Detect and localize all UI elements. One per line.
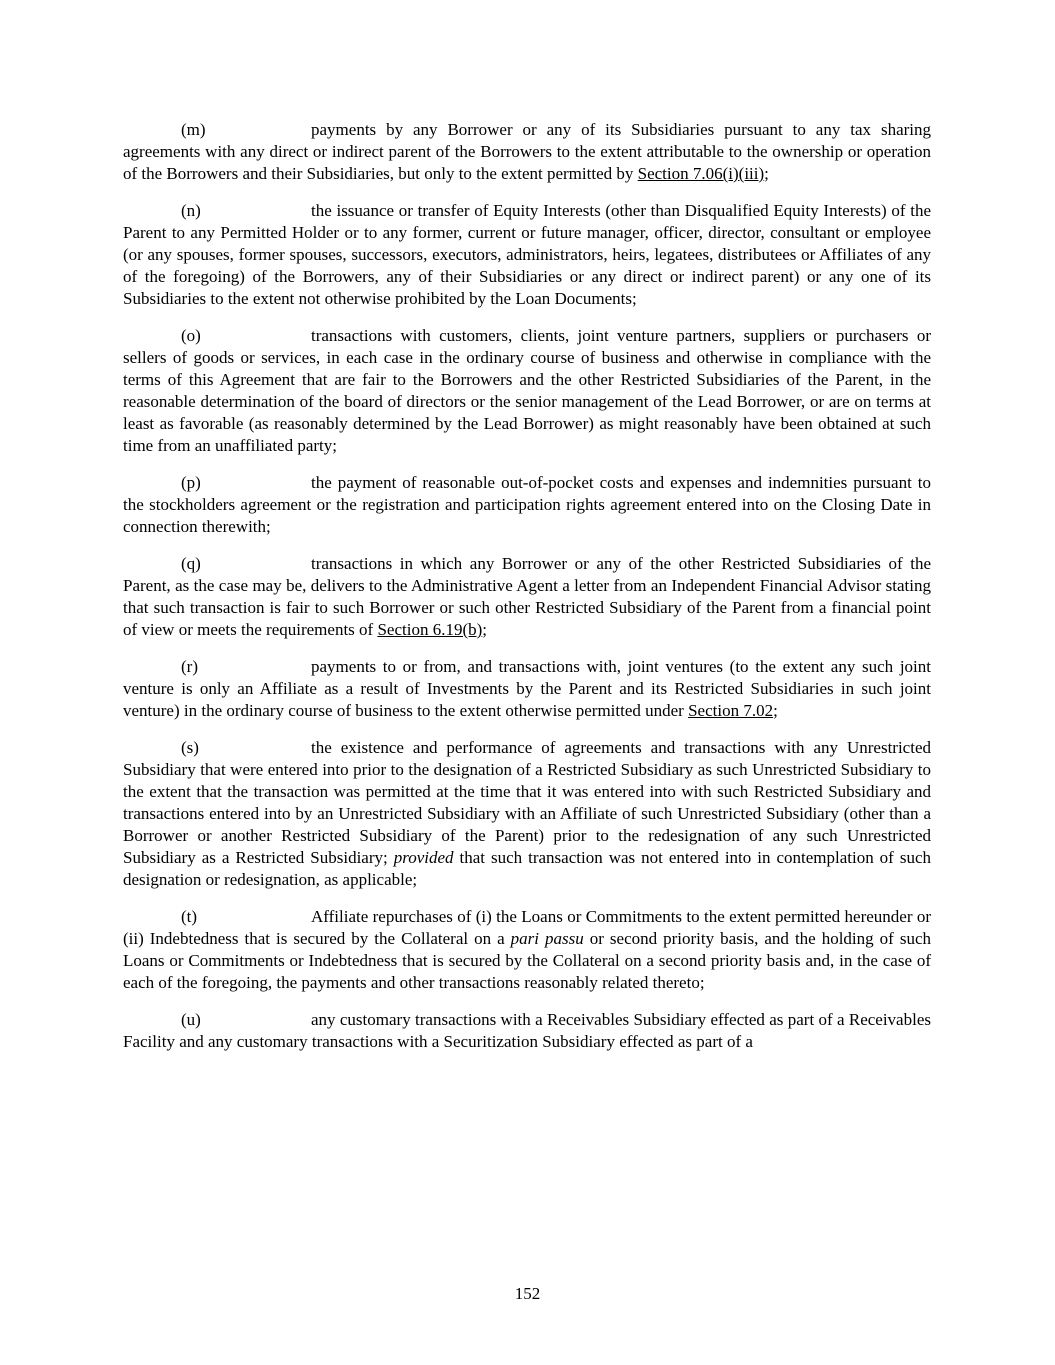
paragraph-label: (q) (181, 554, 201, 573)
text-segment: or second priority basis, and the holding of such Loans or Commitments or Indebtedness that is secured by the Collateral on a second priority basis and, in the case of each of the foregoing, the payments and other transactions reasonably related thereto; (123, 929, 931, 992)
text-segment: transactions with customers, clients, joint venture partners, suppliers or purchasers or sellers of goods or services, in each case in the ordinary course of business and otherwise in compliance with the terms of this Agreement that are fair to the Borrowers and the other Restricted Subsidiaries of the Parent, in the reasonable determination of the board of directors or the senior management of the Lead Borrower, or are on terms at least as favorable (as reasonably determined by the Lead Borrower) as might reasonably have been obtained at such time from an unaffiliated party; (123, 326, 931, 455)
paragraph-u (123, 1009, 931, 1053)
paragraph-label: (s) (181, 738, 199, 757)
paragraph-r (123, 656, 931, 722)
paragraph-q (123, 553, 931, 641)
paragraph-t (123, 906, 931, 994)
section-reference: Section 7.06(i)(iii) (637, 164, 765, 183)
text-segment: payments to or from, and transactions with, joint ventures (to the extent any such joint venture is only an Affiliate as a result of Investments by the Parent and its Restricted Subsidiaries in such joint venture) in the ordinary course of business to the extent otherwise permitted under (123, 657, 931, 720)
paragraph-s (123, 737, 931, 891)
document-body (123, 119, 931, 1068)
paragraph-m (123, 119, 931, 185)
text-segment: the issuance or transfer of Equity Interests (other than Disqualified Equity Interests) of the Parent to any Permitted Holder or to any former, current or future manager, officer, director, consultant or employee (or any spouses, former spouses, successors, executors, administrators, heirs, legatees, distributees or Affiliates of any of the foregoing) of the Borrowers, any of their Subsidiaries or any direct or indirect parent) or any one of its Subsidiaries to the extent not otherwise prohibited by the Loan Documents; (123, 201, 931, 308)
text-segment: ; (482, 620, 488, 639)
text-segment: transactions in which any Borrower or any of the other Restricted Subsidiaries of the Parent, as the case may be, delivers to the Administrative Agent a letter from an Independent Financial Advisor stating that such transaction is fair to such Borrower or such other Restricted Subsidiary of the Parent from a financial point of view or meets the requirements of (123, 554, 931, 639)
paragraph-n (123, 200, 931, 310)
defined-term-emphasis: provided (393, 848, 454, 867)
section-reference: Section 7.02 (688, 701, 774, 720)
page-number: 152 (514, 1284, 541, 1303)
section-reference: Section 6.19(b) (377, 620, 483, 639)
paragraph-label: (t) (181, 907, 198, 926)
paragraph-o (123, 325, 931, 457)
paragraph-label: (n) (181, 201, 201, 220)
paragraph-p (123, 472, 931, 538)
paragraph-label: (m) (181, 120, 206, 139)
paragraph-label: (o) (181, 326, 201, 345)
text-segment: ; (773, 701, 778, 720)
paragraph-label: (p) (181, 473, 201, 492)
text-segment: ; (764, 164, 769, 183)
text-segment: payments by any Borrower or any of its Subsidiaries pursuant to any tax sharing agreements with any direct or indirect parent of the Borrowers to the extent attributable to the ownership or operation of the Borrowers and their Subsidiaries, but only to the extent permitted by (123, 120, 931, 183)
text-segment: any customary transactions with a Receivables Subsidiary effected as part of a Receivables Facility and any customary transactions with a Securitization Subsidiary effected as part of a (123, 1010, 931, 1051)
paragraph-label: (r) (181, 657, 198, 676)
text-segment: Affiliate repurchases of (i) the Loans or Commitments to the extent permitted hereunder or (ii) Indebtedness that is secured by the Collateral on a (123, 907, 931, 948)
paragraph-label: (u) (181, 1010, 201, 1029)
text-segment: the existence and performance of agreements and transactions with any Unrestricted Subsidiary that were entered into prior to the designation of a Restricted Subsidiary as such Unrestricted Subsidiary to the extent that the transaction was permitted at the time that it was entered into with such Restricted Subsidiary and transactions entered into by an Unrestricted Subsidiary with an Affiliate of such Unrestricted Subsidiary (other than a Borrower or another Restricted Subsidiary of the Parent) prior to the redesignation of any such Unrestricted Subsidiary as a Restricted Subsidiary; (123, 738, 931, 867)
text-segment: that such transaction was not entered into in contemplation of such designation or redesignation, as applicable; (123, 848, 931, 889)
latin-term-emphasis: pari passu (510, 929, 584, 948)
text-segment: the payment of reasonable out-of-pocket costs and expenses and indemnities pursuant to the stockholders agreement or the registration and participation rights agreement entered into on the Closing Date in connection therewith; (123, 473, 931, 536)
